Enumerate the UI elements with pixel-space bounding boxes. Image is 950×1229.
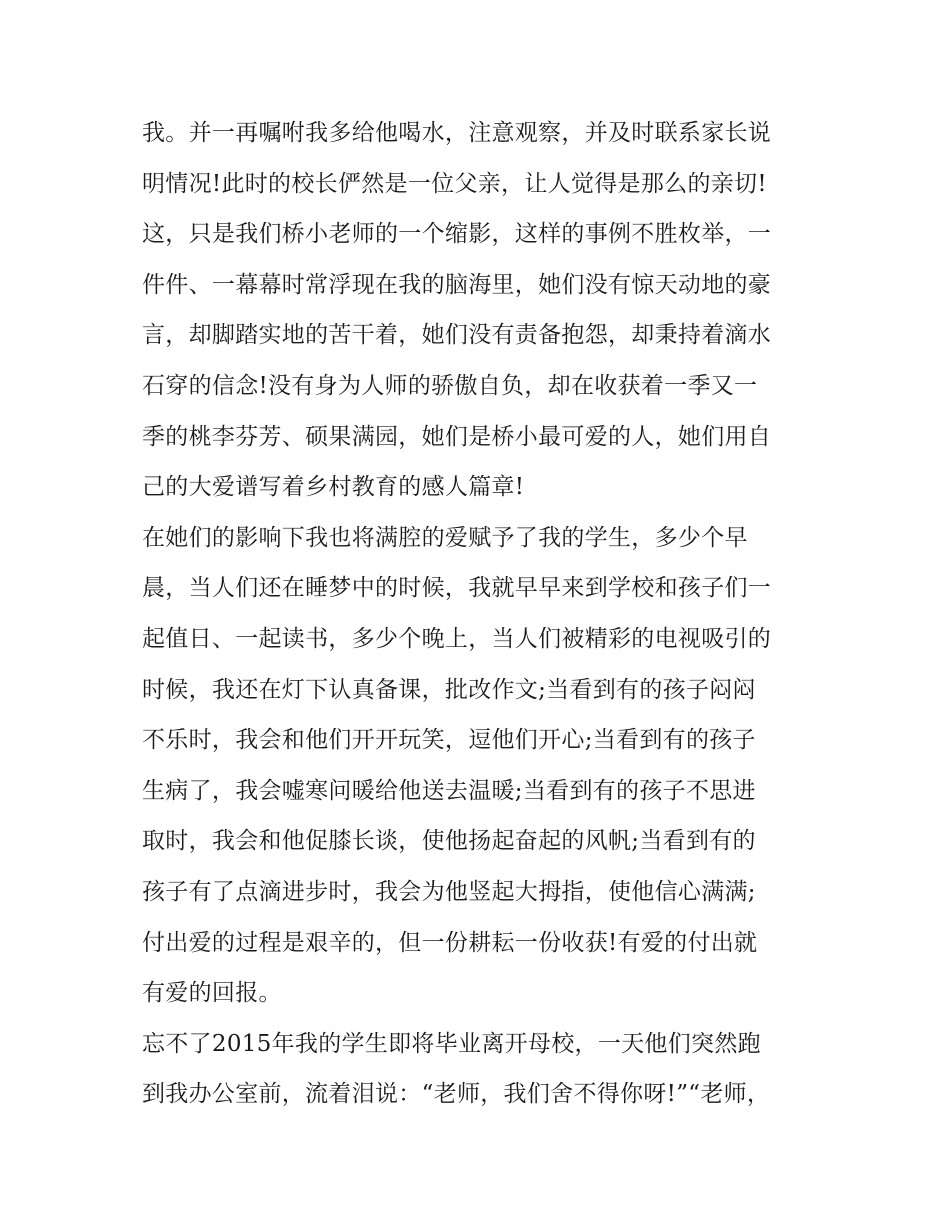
text-line: 己的大爱谱写着乡村教育的感人篇章! bbox=[142, 474, 525, 501]
text-line: 忘不了2015年我的学生即将毕业离开母校，一天他们突然跑 bbox=[142, 1030, 761, 1057]
text-line: 言，却脚踏实地的苦干着，她们没有责备抱怨，却秉持着滴水 bbox=[142, 322, 772, 349]
text-line: 不乐时，我会和他们开开玩笑，逗他们开心;当看到有的孩子 bbox=[142, 727, 756, 754]
body-text bbox=[142, 108, 822, 1120]
text-line: 取时，我会和他促膝长谈，使他扬起奋起的风帆;当看到有的 bbox=[142, 828, 756, 855]
text-line: 我。并一再嘱咐我多给他喝水，注意观察，并及时联系家长说 bbox=[142, 120, 772, 146]
text-line: 时候，我还在灯下认真备课，批改作文;当看到有的孩子闷闷 bbox=[142, 676, 756, 703]
text-line: 孩子有了点滴进步时，我会为他竖起大拇指，使他信心满满; bbox=[142, 878, 756, 905]
text-line: 明情况!此时的校长俨然是一位父亲，让人觉得是那么的亲切! bbox=[142, 170, 767, 197]
text-line: 付出爱的过程是艰辛的，但一份耕耘一份收获!有爱的付出就 bbox=[142, 929, 758, 956]
text-line: 有爱的回报。 bbox=[142, 980, 282, 1007]
text-line: 晨，当人们还在睡梦中的时候，我就早早来到学校和孩子们一 bbox=[142, 575, 772, 602]
text-line: 件件、一幕幕时常浮现在我的脑海里，她们没有惊天动地的豪 bbox=[142, 271, 772, 298]
text-line: 在她们的影响下我也将满腔的爱赋予了我的学生，多少个早 bbox=[142, 524, 748, 551]
text-line: 季的桃李芬芳、硕果满园，她们是桥小最可爱的人，她们用自 bbox=[142, 423, 772, 450]
text-line: 生病了，我会嘘寒问暖给他送去温暖;当看到有的孩子不思进 bbox=[142, 777, 756, 804]
text-line: 到我办公室前，流着泪说：“老师，我们舍不得你呀!”“老师， bbox=[142, 1081, 771, 1108]
text-line: 起值日、一起读书，多少个晚上，当人们被精彩的电视吸引的 bbox=[142, 625, 772, 652]
text-line: 石穿的信念!没有身为人师的骄傲自负，却在收获着一季又一 bbox=[142, 372, 758, 399]
text-line: 这，只是我们桥小老师的一个缩影，这样的事例不胜枚举，一 bbox=[142, 221, 772, 248]
